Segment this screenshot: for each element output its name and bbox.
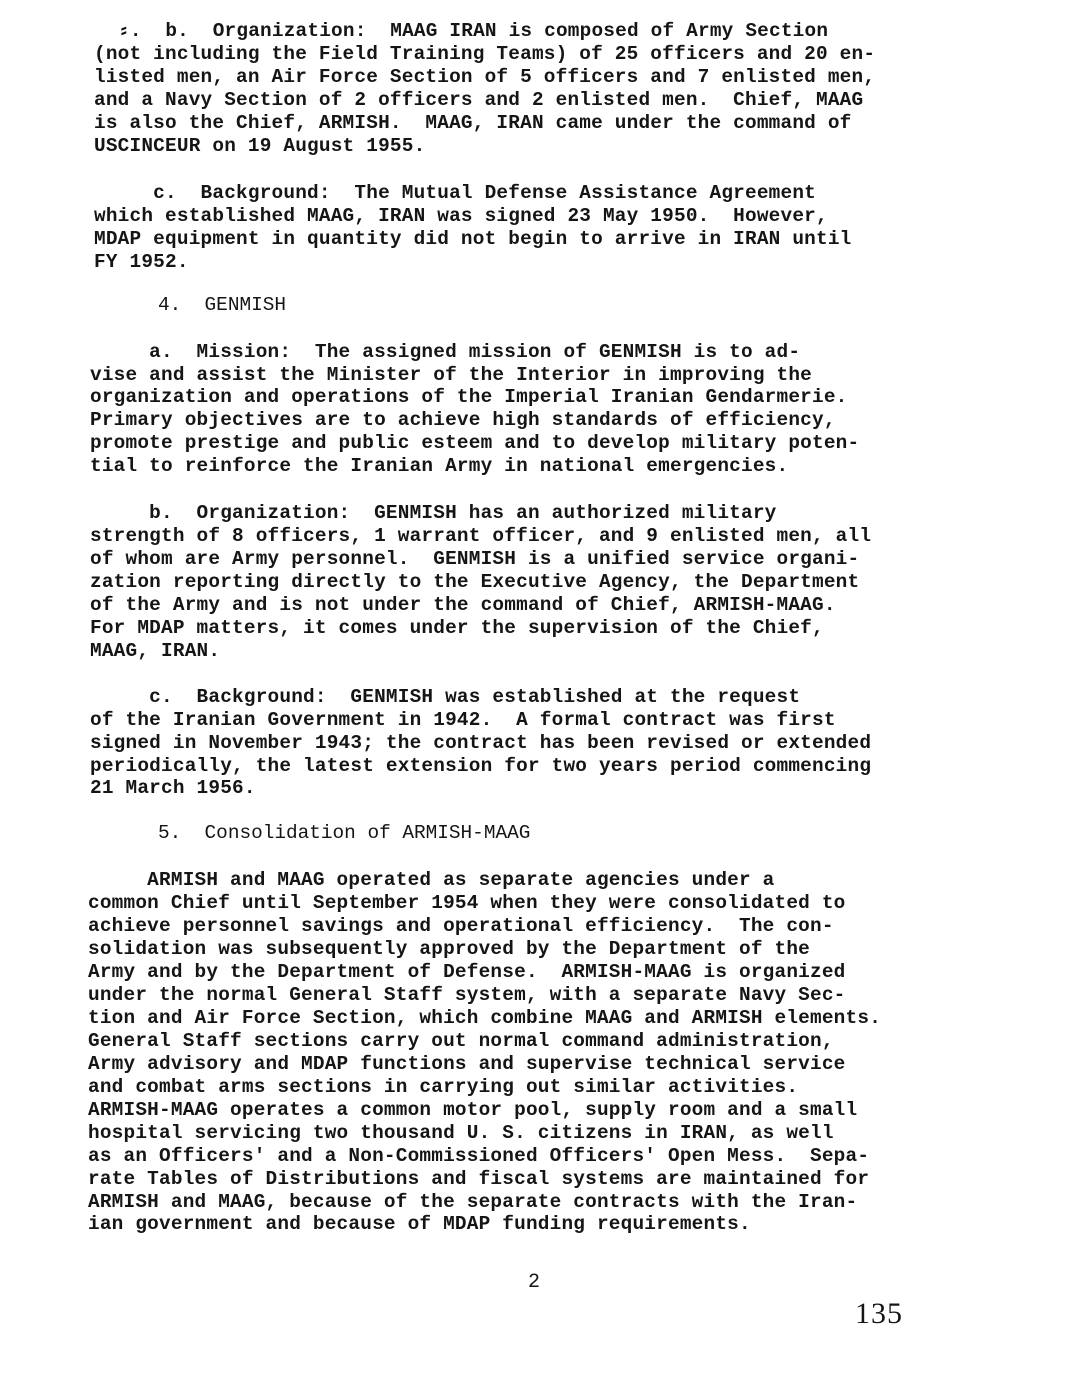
text-line: of the Army and is not under the command of Chief, ARMISH-MAAG. xyxy=(90,594,836,616)
text-line: FY 1952. xyxy=(94,251,189,273)
text-line: solidation was subsequently approved by the Department of the xyxy=(88,938,811,960)
text-line: 21 March 1956. xyxy=(90,777,256,799)
text-line: Army advisory and MDAP functions and supervise technical service xyxy=(88,1053,846,1075)
text-line: listed men, an Air Force Section of 5 officers and 7 enlisted men, xyxy=(94,66,876,88)
text-line: achieve personnel savings and operational efficiency. The con- xyxy=(88,915,834,937)
text-line: of the Iranian Government in 1942. A formal contract was first xyxy=(90,709,836,731)
text-line: vise and assist the Minister of the Interior in improving the xyxy=(90,364,813,386)
text-line: signed in November 1943; the contract has been revised or extended xyxy=(90,732,872,754)
text-line: ian government and because of MDAP funding requirements. xyxy=(88,1213,751,1235)
text-line: common Chief until September 1954 when they were consolidated to xyxy=(88,892,846,914)
text-line: Primary objectives are to achieve high standards of efficiency, xyxy=(90,409,836,431)
text-line: ⸗. b. Organization: MAAG IRAN is composed of Army Section xyxy=(118,20,829,42)
text-line: a. Mission: The assigned mission of GENMISH is to ad- xyxy=(90,341,801,363)
text-line: MDAP equipment in quantity did not begin to arrive in IRAN until xyxy=(94,228,852,250)
text-line: c. Background: GENMISH was established at the request xyxy=(90,686,801,708)
text-line: hospital servicing two thousand U. S. citizens in IRAN, as well xyxy=(88,1122,834,1144)
text-line: Army and by the Department of Defense. ARMISH-MAAG is organized xyxy=(88,961,846,983)
text-line: of whom are Army personnel. GENMISH is a unified service organi- xyxy=(90,548,860,570)
text-line: MAAG, IRAN. xyxy=(90,640,221,662)
text-line: under the normal General Staff system, with a separate Navy Sec- xyxy=(88,984,846,1006)
text-line: zation reporting directly to the Executive Agency, the Department xyxy=(90,571,860,593)
text-line: c. Background: The Mutual Defense Assistance Agreement xyxy=(94,182,817,204)
text-line: promote prestige and public esteem and to develop military poten- xyxy=(90,432,860,454)
text-line: ARMISH-MAAG operates a common motor pool, supply room and a small xyxy=(88,1099,858,1121)
text-line: is also the Chief, ARMISH. MAAG, IRAN came under the command of xyxy=(94,112,852,134)
text-line: tion and Air Force Section, which combine MAAG and ARMISH elements. xyxy=(88,1007,882,1029)
section-heading-4: 4. GENMISH xyxy=(158,294,286,316)
text-line: organization and operations of the Imperial Iranian Gendarmerie. xyxy=(90,386,848,408)
text-line: and a Navy Section of 2 officers and 2 enlisted men. Chief, MAAG xyxy=(94,89,864,111)
text-line: (not including the Field Training Teams) of 25 officers and 20 en- xyxy=(94,43,876,65)
text-line: USCINCEUR on 19 August 1955. xyxy=(94,135,426,157)
text-line: rate Tables of Distributions and fiscal systems are maintained for xyxy=(88,1168,870,1190)
page-number: 2 xyxy=(528,1271,541,1294)
section-heading-5: 5. Consolidation of ARMISH-MAAG xyxy=(158,822,531,844)
text-line: which established MAAG, IRAN was signed 23 May 1950. However, xyxy=(94,205,828,227)
text-line: periodically, the latest extension for two years period commencing xyxy=(90,755,872,777)
text-line: tial to reinforce the Iranian Army in national emergencies. xyxy=(90,455,789,477)
text-line: ARMISH and MAAG, because of the separate contracts with the Iran- xyxy=(88,1191,858,1213)
archive-page-number: 135 xyxy=(855,1297,903,1330)
text-line: strength of 8 officers, 1 warrant officer, and 9 enlisted men, all xyxy=(90,525,872,547)
text-line: as an Officers' and a Non-Commissioned Officers' Open Mess. Sepa- xyxy=(88,1145,870,1167)
text-line: and combat arms sections in carrying out similar activities. xyxy=(88,1076,799,1098)
text-line: General Staff sections carry out normal command administration, xyxy=(88,1030,834,1052)
text-line: ARMISH and MAAG operated as separate agencies under a xyxy=(88,869,775,891)
text-line: b. Organization: GENMISH has an authorized military xyxy=(90,502,777,524)
text-line: For MDAP matters, it comes under the supervision of the Chief, xyxy=(90,617,824,639)
